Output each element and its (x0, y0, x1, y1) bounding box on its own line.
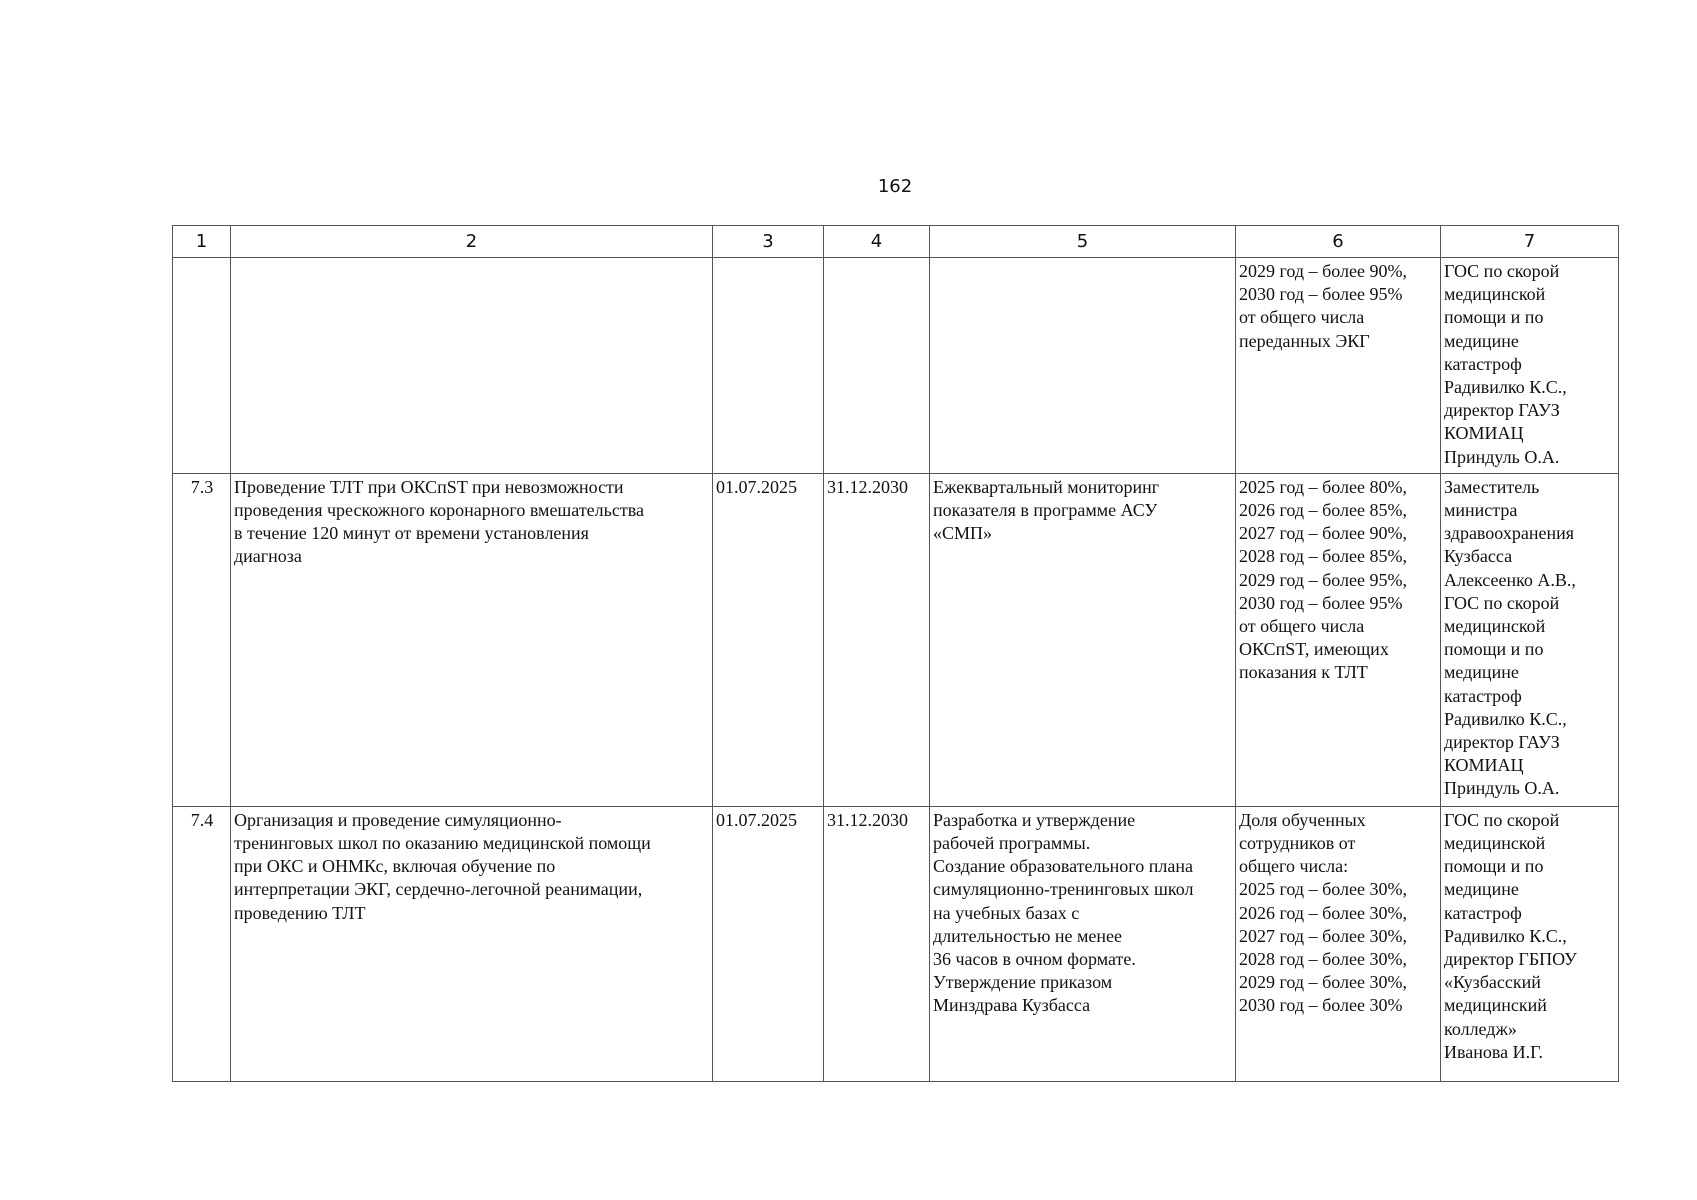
table-row-7-3 (173, 473, 1619, 806)
indicator-cell: 2025 год – более 80%, 2026 год – более 85%, 2027 год – более 90%, 2028 год – более 85%, 2029 год – более 95%, 2030 год – более 95% от общего числа ОКСпST, имеющих показания к ТЛТ (1236, 473, 1441, 806)
column-header-7: 7 (1441, 226, 1619, 258)
indicator-cell: Доля обученных сотрудников от общего числа: 2025 год – более 30%, 2026 год – более 30%, 2027 год – более 30%, 2028 год – более 30%, 2029 год – более 30%, 2030 год – более 30% (1236, 806, 1441, 1081)
page-number: 162 (877, 176, 913, 197)
column-header-3: 3 (713, 226, 824, 258)
indicator-cell: 2029 год – более 90%, 2030 год – более 95% от общего числа переданных ЭКГ (1236, 258, 1441, 474)
event-cell (231, 258, 713, 474)
column-header-5: 5 (930, 226, 1236, 258)
start-date-cell: 01.07.2025 (713, 806, 824, 1081)
responsible-cell: Заместитель министра здравоохранения Кузбасса Алексеенко А.В., ГОС по скорой медицинской помощи и по медицине катастроф Радивилко К.С., директор ГАУЗ КОМИАЦ Приндуль О.А. (1441, 473, 1619, 806)
end-date-cell (824, 258, 930, 474)
table-row-continuation (173, 258, 1619, 474)
table-row-7-4 (173, 806, 1619, 1081)
column-header-2: 2 (231, 226, 713, 258)
end-date-cell: 31.12.2030 (824, 806, 930, 1081)
row-number-cell (173, 258, 231, 474)
responsible-cell: ГОС по скорой медицинской помощи и по медицине катастроф Радивилко К.С., директор ГАУЗ КОМИАЦ Приндуль О.А. (1441, 258, 1619, 474)
column-header-6: 6 (1236, 226, 1441, 258)
event-cell: Проведение ТЛТ при ОКСпST при невозможности проведения чрескожного коронарного вмешательства в течение 120 минут от времени установления диагноза (231, 473, 713, 806)
responsible-cell: ГОС по скорой медицинской помощи и по медицине катастроф Радивилко К.С., директор ГБПОУ «Кузбасский медицинский колледж» Иванова И.Г. (1441, 806, 1619, 1081)
column-header-4: 4 (824, 226, 930, 258)
start-date-cell (713, 258, 824, 474)
control-cell: Ежеквартальный мониторинг показателя в программе АСУ «СМП» (930, 473, 1236, 806)
control-cell: Разработка и утверждение рабочей программы. Создание образовательного плана симуляционно-тренинговых школ на учебных базах с длительностью не менее 36 часов в очном формате. Утверждение приказом Минздрава Кузбасса (930, 806, 1236, 1081)
plan-table (172, 225, 1619, 1082)
end-date-cell: 31.12.2030 (824, 473, 930, 806)
row-number-cell: 7.3 (173, 473, 231, 806)
control-cell (930, 258, 1236, 474)
column-number-row (173, 226, 1619, 258)
start-date-cell: 01.07.2025 (713, 473, 824, 806)
row-number-cell: 7.4 (173, 806, 231, 1081)
event-cell: Организация и проведение симуляционно- тренинговых школ по оказанию медицинской помощи при ОКС и ОНМКс, включая обучение по интерпретации ЭКГ, сердечно-легочной реанимации, проведению ТЛТ (231, 806, 713, 1081)
column-header-1: 1 (173, 226, 231, 258)
